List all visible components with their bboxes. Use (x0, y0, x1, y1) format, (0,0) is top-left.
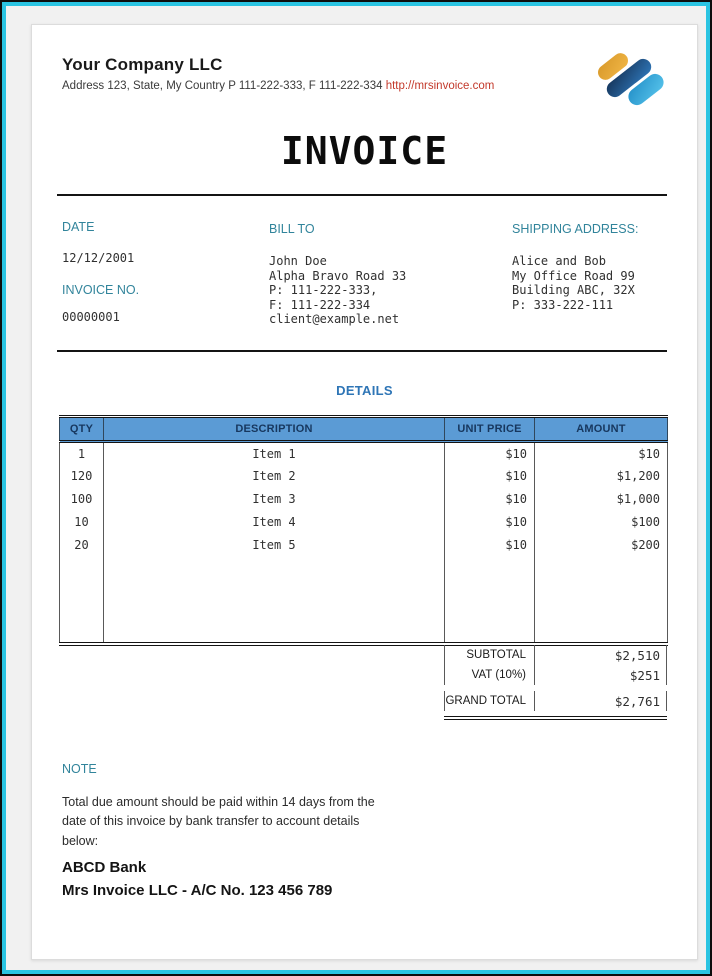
table-row (60, 534, 668, 557)
cell-description: Item 5 (104, 534, 445, 557)
totals-box (444, 645, 667, 720)
cell-unit-price: $10 (445, 442, 535, 465)
cell-amount: $10 (535, 442, 668, 465)
table-header-row (60, 417, 668, 442)
note-text: Total due amount should be paid within 14 days from the date of this invoice by bank transfer to account details below: (62, 795, 375, 848)
shipping-lines (512, 254, 692, 312)
bill-to-line: Alpha Bravo Road 33 (269, 268, 407, 283)
company-name: Your Company LLC (62, 55, 223, 74)
invoice-page (31, 24, 698, 960)
cell-description: Item 3 (104, 488, 445, 511)
subtotal-value: $2,510 (534, 645, 667, 665)
company-header (62, 55, 494, 92)
cell-amount: $1,200 (535, 465, 668, 488)
vat-value: $251 (534, 665, 667, 685)
grand-total-label: GRAND TOTAL (444, 691, 534, 711)
invoice-no-label: INVOICE NO. (62, 283, 140, 297)
cell-qty: 1 (60, 442, 104, 465)
grand-total-row (444, 691, 667, 711)
date-label: DATE (62, 220, 95, 234)
bill-to-line: John Doe (269, 254, 327, 268)
shipping-line: My Office Road 99 (512, 268, 635, 283)
cell-unit-price: $10 (445, 511, 535, 534)
company-logo-icon (591, 49, 667, 113)
cell-amount: $200 (535, 534, 668, 557)
bank-account-number: Mrs Invoice LLC - A/C No. 123 456 789 (62, 882, 333, 899)
details-table (59, 415, 668, 646)
divider-middle (57, 350, 667, 352)
subtotal-row (444, 645, 667, 665)
column-header-unit-price: UNIT PRICE (445, 417, 535, 442)
table-row (60, 465, 668, 488)
bill-to-line: client@example.net (269, 312, 400, 326)
bill-to-line: F: 111-222-334 (269, 297, 371, 312)
invoice-title: INVOICE (280, 129, 449, 173)
cell-qty: 100 (60, 488, 104, 511)
cell-qty: 120 (60, 465, 104, 488)
company-website-link[interactable]: http://mrsinvoice.com (385, 80, 495, 92)
table-row (60, 511, 668, 534)
company-address-text: Address 123, State, My Country P 111-222-333, F 111-222-334 (62, 80, 386, 92)
table-empty-space (60, 557, 668, 644)
cell-unit-price: $10 (445, 488, 535, 511)
company-address (62, 80, 494, 92)
table-row (60, 488, 668, 511)
shipping-line: P: 333-222-111 (512, 297, 614, 312)
bill-to-section (269, 220, 489, 327)
subtotal-label: SUBTOTAL (444, 645, 534, 665)
grand-total-value: $2,761 (534, 691, 667, 711)
cell-description: Item 1 (104, 442, 445, 465)
vat-label: VAT (10%) (444, 665, 534, 685)
column-header-qty: QTY (60, 417, 104, 442)
date-value: 12/12/2001 (62, 251, 135, 265)
cell-description: Item 4 (104, 511, 445, 534)
cell-qty: 10 (60, 511, 104, 534)
details-heading: DETAILS (336, 383, 393, 398)
note-label: NOTE (62, 762, 97, 776)
shipping-line: Building ABC, 32X (512, 283, 635, 297)
shipping-section (512, 220, 692, 312)
bill-to-line: P: 111-222-333, (269, 283, 378, 297)
column-header-description: DESCRIPTION (104, 417, 445, 442)
bill-to-lines (269, 254, 489, 327)
date-section (62, 220, 232, 324)
cell-amount: $1,000 (535, 488, 668, 511)
shipping-line: Alice and Bob (512, 254, 606, 268)
screenshot-frame (2, 2, 710, 974)
divider-top (57, 194, 667, 196)
cell-unit-price: $10 (445, 534, 535, 557)
column-header-amount: AMOUNT (535, 417, 668, 442)
cell-amount: $100 (535, 511, 668, 534)
table-row (60, 442, 668, 465)
cell-unit-price: $10 (445, 465, 535, 488)
vat-row (444, 665, 667, 685)
shipping-label: SHIPPING ADDRESS: (512, 222, 639, 236)
cell-description: Item 2 (104, 465, 445, 488)
bank-name: ABCD Bank (62, 859, 147, 876)
cell-qty: 20 (60, 534, 104, 557)
bill-to-label: BILL TO (269, 222, 315, 236)
invoice-no-value: 00000001 (62, 310, 120, 324)
